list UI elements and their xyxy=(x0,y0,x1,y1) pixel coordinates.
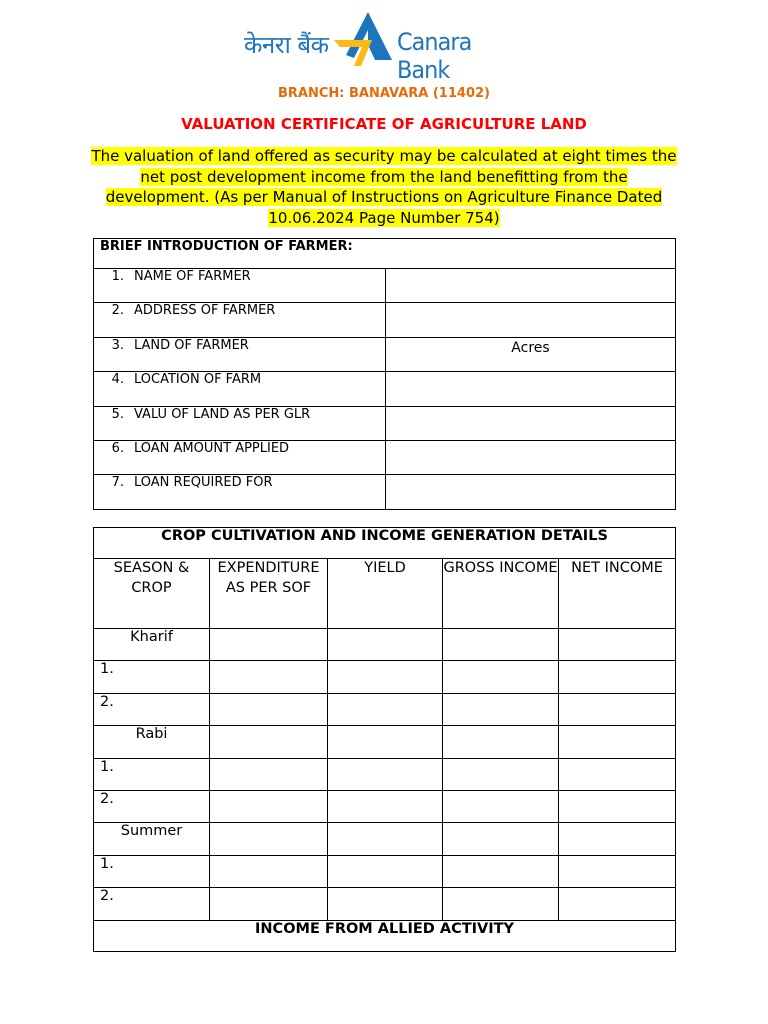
crop-item-number: 2. xyxy=(94,790,210,822)
crop-entry-cell[interactable] xyxy=(210,661,328,693)
crop-entry-cell[interactable] xyxy=(328,661,443,693)
valuation-note xyxy=(88,146,680,228)
crop-season-row xyxy=(94,823,676,855)
crop-entry-cell[interactable] xyxy=(328,855,443,887)
crop-item-row xyxy=(94,855,676,887)
farmer-item-label-cell xyxy=(94,269,386,303)
farmer-intro-table xyxy=(93,238,676,510)
farmer-item-number: 1. xyxy=(111,269,124,284)
crop-column-header: SEASON & CROP xyxy=(94,559,210,629)
crop-item-number: 2. xyxy=(94,693,210,725)
crop-entry-cell[interactable] xyxy=(210,758,328,790)
crop-entry-cell[interactable] xyxy=(328,758,443,790)
crop-entry-cell[interactable] xyxy=(443,629,559,661)
crop-entry-cell[interactable] xyxy=(443,855,559,887)
crop-entry-cell[interactable] xyxy=(328,790,443,822)
season-label: Summer xyxy=(94,823,210,855)
crop-item-row xyxy=(94,888,676,920)
crop-income-table xyxy=(93,527,676,952)
farmer-row xyxy=(94,406,676,440)
farmer-item-label: LOAN REQUIRED FOR xyxy=(134,475,273,491)
farmer-item-label-cell xyxy=(94,337,386,371)
farmer-item-number: 2. xyxy=(111,303,124,319)
crop-entry-cell[interactable] xyxy=(210,823,328,855)
farmer-item-label-cell xyxy=(94,440,386,474)
crop-column-header: NET INCOME xyxy=(559,559,676,629)
farmer-item-number: 6. xyxy=(111,440,124,456)
crop-season-row xyxy=(94,726,676,758)
crop-item-row xyxy=(94,693,676,725)
farmer-item-label-cell xyxy=(94,303,386,337)
valuation-note-text: The valuation of land offered as security may be calculated at eight times the net post development income from the land benefitting from the development. (As per Manual of Instructions on Agriculture Finance Dated 10.06.2024 Page Number 754) xyxy=(91,147,677,227)
farmer-item-label: NAME OF FARMER xyxy=(134,269,251,284)
crop-entry-cell[interactable] xyxy=(443,726,559,758)
canara-logo-icon xyxy=(332,10,394,70)
crop-entry-cell[interactable] xyxy=(559,726,676,758)
crop-item-row xyxy=(94,661,676,693)
farmer-row xyxy=(94,337,676,371)
farmer-item-number: 3. xyxy=(111,337,124,353)
crop-column-header: YIELD xyxy=(328,559,443,629)
crop-column-headers xyxy=(94,559,676,629)
farmer-item-label: LOCATION OF FARM xyxy=(134,372,262,388)
farmer-row xyxy=(94,475,676,509)
crop-entry-cell[interactable] xyxy=(210,629,328,661)
farmer-item-label-cell xyxy=(94,406,386,440)
crop-entry-cell[interactable] xyxy=(559,888,676,920)
crop-entry-cell[interactable] xyxy=(443,790,559,822)
crop-entry-cell[interactable] xyxy=(443,758,559,790)
crop-entry-cell[interactable] xyxy=(328,629,443,661)
crop-entry-cell[interactable] xyxy=(210,790,328,822)
crop-entry-cell[interactable] xyxy=(443,823,559,855)
farmer-item-value-field[interactable] xyxy=(386,440,676,474)
crop-column-header: EXPENDITURE AS PER SOF xyxy=(210,559,328,629)
crop-item-row xyxy=(94,790,676,822)
crop-item-number: 1. xyxy=(94,661,210,693)
farmer-row xyxy=(94,303,676,337)
canara-bank-logo xyxy=(244,10,534,84)
crop-entry-cell[interactable] xyxy=(328,726,443,758)
crop-entry-cell[interactable] xyxy=(443,693,559,725)
farmer-item-label: VALU OF LAND AS PER GLR xyxy=(134,406,311,422)
farmer-item-value-field[interactable]: Acres xyxy=(386,337,676,371)
crop-entry-cell[interactable] xyxy=(559,629,676,661)
farmer-row xyxy=(94,269,676,303)
crop-entry-cell[interactable] xyxy=(559,661,676,693)
crop-column-header: GROSS INCOME xyxy=(443,559,559,629)
crop-entry-cell[interactable] xyxy=(210,693,328,725)
farmer-item-number: 5. xyxy=(111,406,124,422)
document-title: VALUATION CERTIFICATE OF AGRICULTURE LAND xyxy=(181,115,587,133)
crop-entry-cell[interactable] xyxy=(559,823,676,855)
crop-entry-cell[interactable] xyxy=(328,693,443,725)
farmer-row xyxy=(94,372,676,406)
farmer-item-label-cell xyxy=(94,475,386,509)
crop-entry-cell[interactable] xyxy=(559,855,676,887)
crop-entry-cell[interactable] xyxy=(559,790,676,822)
farmer-row xyxy=(94,440,676,474)
farmer-item-number: 4. xyxy=(111,372,124,388)
farmer-item-label: LAND OF FARMER xyxy=(134,337,249,353)
crop-item-number: 2. xyxy=(94,888,210,920)
crop-section-heading: CROP CULTIVATION AND INCOME GENERATION DETAILS xyxy=(94,528,676,559)
crop-entry-cell[interactable] xyxy=(559,693,676,725)
crop-item-number: 1. xyxy=(94,855,210,887)
farmer-item-label: ADDRESS OF FARMER xyxy=(134,303,276,319)
farmer-item-value-field[interactable] xyxy=(386,475,676,509)
crop-entry-cell[interactable] xyxy=(559,758,676,790)
season-label: Kharif xyxy=(94,629,210,661)
crop-entry-cell[interactable] xyxy=(328,888,443,920)
allied-activity-heading: INCOME FROM ALLIED ACTIVITY xyxy=(94,920,676,951)
crop-item-number: 1. xyxy=(94,758,210,790)
crop-entry-cell[interactable] xyxy=(328,823,443,855)
farmer-item-value-field[interactable] xyxy=(386,303,676,337)
farmer-item-value-field[interactable] xyxy=(386,372,676,406)
branch-line: BRANCH: BANAVARA (11402) xyxy=(278,86,490,101)
farmer-item-label: LOAN AMOUNT APPLIED xyxy=(134,440,290,456)
logo-hindi-text: केनरा बैंक xyxy=(244,31,329,59)
season-label: Rabi xyxy=(94,726,210,758)
farmer-item-number: 7. xyxy=(111,475,124,491)
farmer-intro-heading: BRIEF INTRODUCTION OF FARMER: xyxy=(94,239,676,269)
crop-season-row xyxy=(94,629,676,661)
crop-entry-cell[interactable] xyxy=(210,726,328,758)
crop-item-row xyxy=(94,758,676,790)
farmer-item-value-field[interactable] xyxy=(386,269,676,303)
logo-english-text: Canara Bank xyxy=(397,28,472,84)
crop-entry-cell[interactable] xyxy=(210,888,328,920)
farmer-item-label-cell xyxy=(94,372,386,406)
farmer-item-value-field[interactable] xyxy=(386,406,676,440)
crop-entry-cell[interactable] xyxy=(210,855,328,887)
crop-entry-cell[interactable] xyxy=(443,888,559,920)
crop-entry-cell[interactable] xyxy=(443,661,559,693)
